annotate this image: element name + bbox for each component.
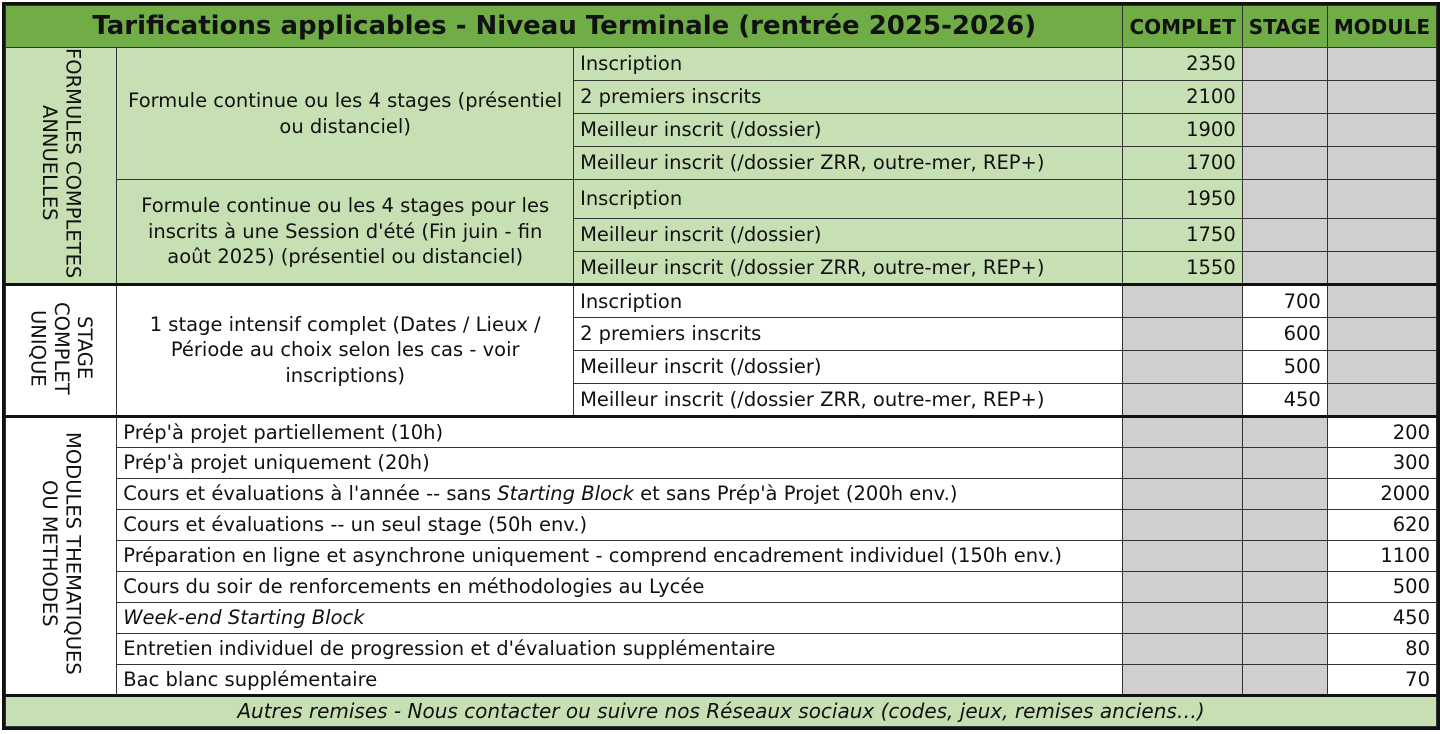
empty-cell	[1327, 383, 1436, 416]
table-row	[6, 664, 1437, 695]
table-row	[6, 416, 1437, 447]
table-row	[6, 180, 1437, 219]
empty-cell	[1327, 284, 1436, 317]
empty-cell	[1242, 664, 1327, 695]
empty-cell	[1242, 478, 1327, 509]
empty-cell	[1327, 180, 1436, 219]
empty-cell	[1123, 383, 1242, 416]
empty-cell	[1242, 218, 1327, 251]
price-module: 500	[1327, 571, 1436, 602]
row-label: Meilleur inscrit (/dossier)	[574, 114, 1123, 147]
price-complet: 2350	[1123, 48, 1242, 81]
module-label-italic: Starting Block	[497, 482, 634, 506]
price-complet: 1900	[1123, 114, 1242, 147]
section-label-stage-unique: STAGE COMPLET UNIQUE	[6, 284, 117, 416]
empty-cell	[1327, 317, 1436, 350]
price-module: 2000	[1327, 478, 1436, 509]
empty-cell	[1242, 114, 1327, 147]
empty-cell	[1327, 147, 1436, 180]
empty-cell	[1242, 251, 1327, 284]
empty-cell	[1242, 48, 1327, 81]
empty-cell	[1123, 284, 1242, 317]
row-label: Inscription	[574, 180, 1123, 219]
empty-cell	[1123, 416, 1242, 447]
price-module: 70	[1327, 664, 1436, 695]
table-row	[6, 633, 1437, 664]
empty-cell	[1123, 664, 1242, 695]
module-label-italic: Week-end Starting Block	[123, 606, 365, 630]
row-label: 2 premiers inscrits	[574, 81, 1123, 114]
module-label: Prép'à projet partiellement (10h)	[117, 416, 1123, 447]
table-row	[6, 509, 1437, 540]
row-label: Meilleur inscrit (/dossier)	[574, 350, 1123, 383]
module-label: Cours du soir de renforcements en méthodologies au Lycée	[117, 571, 1123, 602]
stage-description: 1 stage intensif complet (Dates / Lieux / Période au choix selon les cas - voir inscriptions)	[117, 284, 574, 416]
empty-cell	[1242, 147, 1327, 180]
module-label: Bac blanc supplémentaire	[117, 664, 1123, 695]
table-row	[6, 602, 1437, 633]
empty-cell	[1123, 350, 1242, 383]
empty-cell	[1242, 509, 1327, 540]
empty-cell	[1123, 447, 1242, 478]
price-complet: 1700	[1123, 147, 1242, 180]
row-label: 2 premiers inscrits	[574, 317, 1123, 350]
table-row	[6, 478, 1437, 509]
empty-cell	[1242, 633, 1327, 664]
module-label-part: Cours et évaluations à l'année -- sans	[123, 482, 498, 506]
table-row	[6, 48, 1437, 81]
module-label: Cours et évaluations -- un seul stage (50h env.)	[117, 509, 1123, 540]
price-complet: 1550	[1123, 251, 1242, 284]
price-stage: 450	[1242, 383, 1327, 416]
empty-cell	[1327, 48, 1436, 81]
price-stage: 500	[1242, 350, 1327, 383]
column-header-stage: STAGE	[1242, 6, 1327, 48]
empty-cell	[1327, 114, 1436, 147]
price-module: 80	[1327, 633, 1436, 664]
pricing-sheet	[2, 2, 1440, 734]
empty-cell	[1327, 218, 1436, 251]
empty-cell	[1242, 602, 1327, 633]
empty-cell	[1242, 416, 1327, 447]
price-module: 1100	[1327, 540, 1436, 571]
price-complet: 1950	[1123, 180, 1242, 219]
empty-cell	[1123, 509, 1242, 540]
module-label-part: et sans Prép'à Projet (200h env.)	[633, 482, 958, 506]
empty-cell	[1123, 317, 1242, 350]
empty-cell	[1123, 478, 1242, 509]
empty-cell	[1242, 447, 1327, 478]
price-stage: 600	[1242, 317, 1327, 350]
empty-cell	[1242, 540, 1327, 571]
empty-cell	[1327, 350, 1436, 383]
price-module: 450	[1327, 602, 1436, 633]
row-label: Inscription	[574, 284, 1123, 317]
row-label: Inscription	[574, 48, 1123, 81]
footer-row	[6, 695, 1437, 726]
module-label: Préparation en ligne et asynchrone uniquement - comprend encadrement individuel (150h env.)	[117, 540, 1123, 571]
table-row	[6, 284, 1437, 317]
row-label: Meilleur inscrit (/dossier ZRR, outre-mer, REP+)	[574, 383, 1123, 416]
column-header-module: MODULE	[1327, 6, 1436, 48]
empty-cell	[1327, 251, 1436, 284]
column-header-complet: COMPLET	[1123, 6, 1242, 48]
price-complet: 2100	[1123, 81, 1242, 114]
empty-cell	[1242, 81, 1327, 114]
module-label: Prép'à projet uniquement (20h)	[117, 447, 1123, 478]
price-module: 620	[1327, 509, 1436, 540]
module-label	[117, 478, 1123, 509]
section-label-modules: MODULES THEMATIQUES OU METHODES	[6, 416, 117, 695]
table-row	[6, 571, 1437, 602]
price-complet: 1750	[1123, 218, 1242, 251]
header-row	[6, 6, 1437, 48]
empty-cell	[1242, 571, 1327, 602]
empty-cell	[1123, 540, 1242, 571]
empty-cell	[1242, 180, 1327, 219]
empty-cell	[1123, 571, 1242, 602]
pricing-table	[5, 5, 1437, 727]
formula-description: Formule continue ou les 4 stages pour les inscrits à une Session d'été (Fin juin - fin août 2025) (présentiel ou distanciel)	[117, 180, 574, 285]
empty-cell	[1123, 602, 1242, 633]
table-row	[6, 447, 1437, 478]
row-label: Meilleur inscrit (/dossier ZRR, outre-mer, REP+)	[574, 251, 1123, 284]
footer-note: Autres remises - Nous contacter ou suivre nos Réseaux sociaux (codes, jeux, remises anciens…)	[6, 695, 1437, 726]
empty-cell	[1123, 633, 1242, 664]
price-module: 200	[1327, 416, 1436, 447]
section-label-annuelles: FORMULES COMPLETES ANNUELLES	[6, 48, 117, 285]
table-title: Tarifications applicables - Niveau Terminale (rentrée 2025-2026)	[6, 6, 1123, 48]
price-module: 300	[1327, 447, 1436, 478]
table-row	[6, 540, 1437, 571]
module-label: Entretien individuel de progression et d'évaluation supplémentaire	[117, 633, 1123, 664]
price-stage: 700	[1242, 284, 1327, 317]
module-label	[117, 602, 1123, 633]
pricing-table-frame	[2, 2, 1440, 730]
row-label: Meilleur inscrit (/dossier ZRR, outre-mer, REP+)	[574, 147, 1123, 180]
row-label: Meilleur inscrit (/dossier)	[574, 218, 1123, 251]
formula-description: Formule continue ou les 4 stages (présentiel ou distanciel)	[117, 48, 574, 180]
empty-cell	[1327, 81, 1436, 114]
